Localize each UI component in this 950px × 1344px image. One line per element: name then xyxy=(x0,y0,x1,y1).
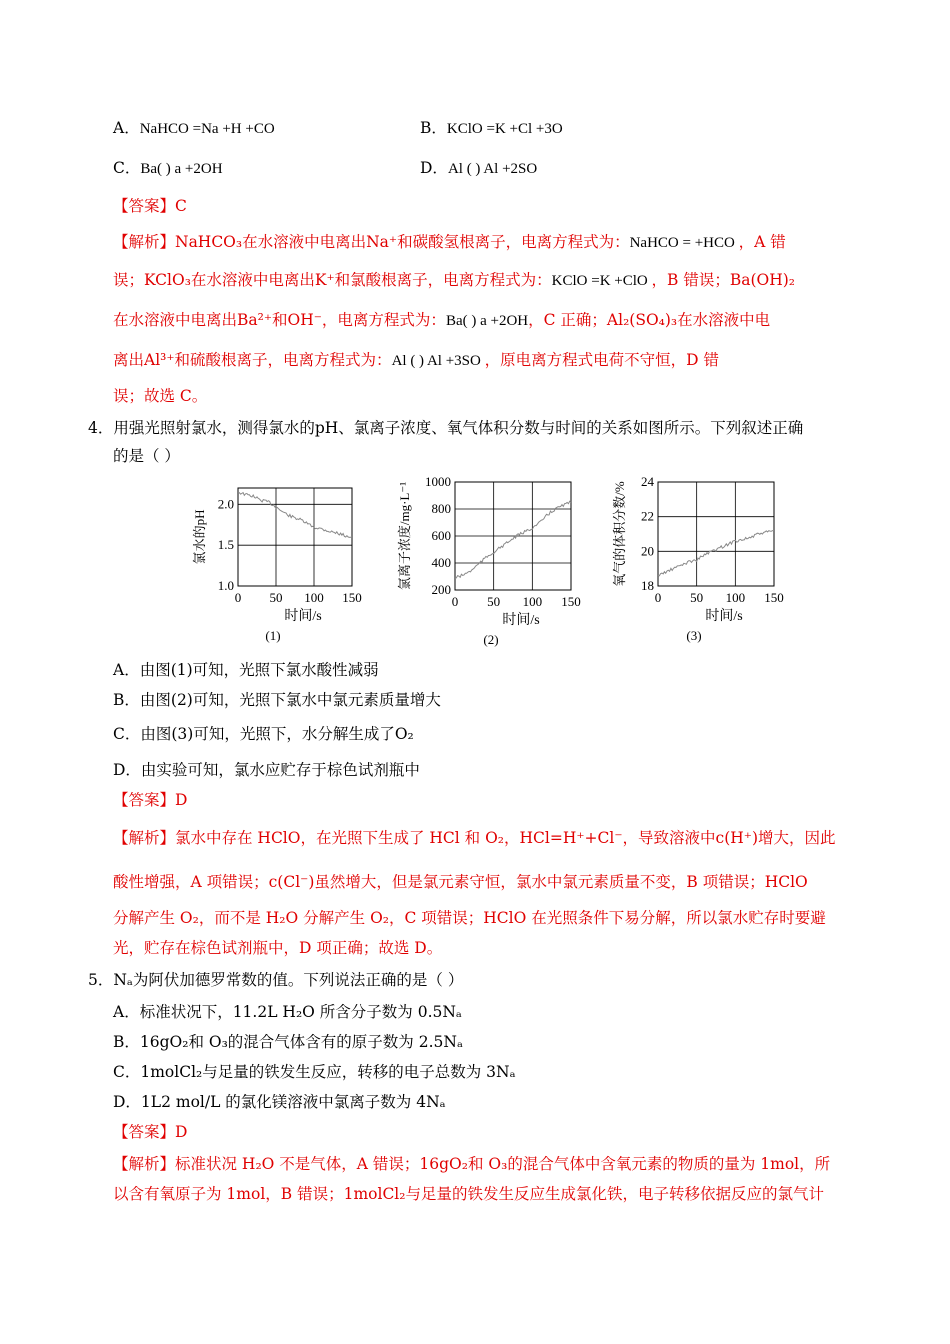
series-line xyxy=(658,531,774,576)
q4-explanation-line2: 酸性增强，A 项错误；c(Cl⁻)虽然增大，但是氯元素守恒，氯水中氯元素质量不变，B 项错误；HClO xyxy=(113,873,808,891)
x-tick-label: 150 xyxy=(342,590,362,605)
x-axis-label: 时间/s xyxy=(502,613,540,628)
y-tick-label: 400 xyxy=(431,555,451,570)
y-tick-label: 20 xyxy=(641,543,654,559)
x-tick-label: 100 xyxy=(522,594,543,609)
y-tick-label: 24 xyxy=(641,474,654,489)
x-tick-label: 50 xyxy=(269,590,283,605)
q4-explanation-line3: 分解产生 O₂，而不是 H₂O 分解产生 O₂，C 项错误；HClO 在光照条件下易分解，所以氯水贮存时要避 xyxy=(113,909,826,927)
q3-explanation-line5: 误；故选 C。 xyxy=(113,387,208,405)
q3-option-b: B．KClO =K +Cl +3O xyxy=(420,119,563,137)
q3-explanation-line1: 【解析】NaHCO₃在水溶液中电离出Na⁺和碳酸氢根离子，电离方程式为：NaHCO = +HCO ，A 错 xyxy=(113,233,786,251)
y-tick-label: 800 xyxy=(431,501,451,516)
chart-chloride xyxy=(395,470,595,652)
q4-option-a: A．由图(1)可知，光照下氯水酸性减弱 xyxy=(113,661,379,679)
y-tick-label: 2.0 xyxy=(217,496,234,512)
plot-frame xyxy=(238,488,352,586)
x-tick-label: 100 xyxy=(725,590,746,605)
y-tick-label: 1000 xyxy=(425,474,451,489)
q4-option-d: D．由实验可知，氯水应贮存于棕色试剂瓶中 xyxy=(113,761,420,779)
q3-option-d: D．Al ( ) Al +2SO xyxy=(420,159,538,177)
q5-option-b: B．16gO₂和 O₃的混合气体含有的原子数为 2.5Nₐ xyxy=(113,1033,463,1051)
q5-stem: 5．Nₐ为阿伏加德罗常数的值。下列说法正确的是（ ） xyxy=(88,971,464,989)
y-tick-label: 600 xyxy=(431,528,451,543)
x-tick-label: 50 xyxy=(487,594,501,609)
q5-option-d: D．1L2 mol/L 的氯化镁溶液中氯离子数为 4Nₐ xyxy=(113,1093,446,1111)
q4-answer: 【答案】D xyxy=(113,791,188,809)
q4-stem-line1: 4．用强光照射氯水，测得氯水的pH、氯离子浓度、氧气体积分数与时间的关系如图所示。下列叙述正确 xyxy=(88,419,804,437)
q4-option-c: C．由图(3)可知，光照下，水分解生成了O₂ xyxy=(113,725,414,743)
x-tick-label: 150 xyxy=(764,590,784,605)
x-tick-label: 100 xyxy=(304,590,324,605)
x-tick-label: 50 xyxy=(690,590,704,605)
y-tick-label: 1.5 xyxy=(217,537,234,553)
x-tick-label: 0 xyxy=(451,594,459,609)
y-tick-label: 200 xyxy=(431,582,451,597)
y-tick-label: 22 xyxy=(641,508,654,524)
chart-title: (2) xyxy=(483,632,499,647)
chart-title: (3) xyxy=(686,628,702,643)
series-line xyxy=(238,493,352,538)
q5-explanation-line1: 【解析】标准状况 H₂O 不是气体，A 错误；16gO₂和 O₃的混合气体中含氧元素的物质的量为 1mol，所 xyxy=(113,1155,831,1173)
y-axis-label: 氯水的pH xyxy=(192,509,207,565)
chart-title: (1) xyxy=(265,628,281,643)
q4-explanation-line1: 【解析】氯水中存在 HClO，在光照下生成了 HCl 和 O₂，HCl=H⁺+Cl⁻，导致溶液中c(H⁺)增大，因此 xyxy=(113,829,836,847)
q3-option-a: A．NaHCO =Na +H +CO xyxy=(113,119,275,137)
q3-explanation-line2: 误；KClO₃在水溶液中电离出K⁺和氯酸根离子，电离方程式为：KClO =K +ClO ，B 错误；Ba(OH)₂ xyxy=(113,271,795,289)
x-axis-label: 时间/s xyxy=(284,609,322,624)
x-axis-label: 时间/s xyxy=(705,609,743,624)
x-tick-label: 0 xyxy=(234,590,242,605)
q3-explanation-line4: 离出Al³⁺和硫酸根离子，电离方程式为：Al ( ) Al +3SO ，原电离方程式电荷不守恒，D 错 xyxy=(113,351,719,369)
chart-ph xyxy=(190,476,390,652)
q5-option-a: A．标准状况下，11.2L H₂O 所含分子数为 0.5Nₐ xyxy=(113,1003,462,1021)
y-tick-label: 1.0 xyxy=(217,578,234,593)
q3-answer: 【答案】C xyxy=(113,197,187,215)
q5-option-c: C．1molCl₂与足量的铁发生反应，转移的电子总数为 3Nₐ xyxy=(113,1063,516,1081)
x-tick-label: 150 xyxy=(561,594,581,609)
q3-explanation-line3: 在水溶液中电离出Ba²⁺和OH⁻，电离方程式为：Ba( ) a +2OH，C 正确；Al₂(SO₄)₃在水溶液中电 xyxy=(113,311,771,329)
series-line xyxy=(455,501,571,578)
q5-answer: 【答案】D xyxy=(113,1123,188,1141)
q4-option-b: B．由图(2)可知，光照下氯水中氯元素质量增大 xyxy=(113,691,441,709)
q3-option-c: C．Ba( ) a +2OH xyxy=(113,159,223,177)
chart-oxygen xyxy=(610,470,810,652)
q4-stem-line2: 的是（ ） xyxy=(113,447,180,465)
y-axis-label: 氧气的体积分数/% xyxy=(612,481,627,587)
q5-explanation-line2: 以含有氧原子为 1mol，B 错误；1molCl₂与足量的铁发生反应生成氯化铁，电子转移依据反应的氯气计 xyxy=(113,1185,824,1203)
y-tick-label: 18 xyxy=(641,578,654,593)
y-axis-label: 氯离子浓度/mg·L⁻¹ xyxy=(397,481,412,591)
x-tick-label: 0 xyxy=(654,590,662,605)
q4-explanation-line4: 光，贮存在棕色试剂瓶中，D 项正确；故选 D。 xyxy=(113,939,443,957)
